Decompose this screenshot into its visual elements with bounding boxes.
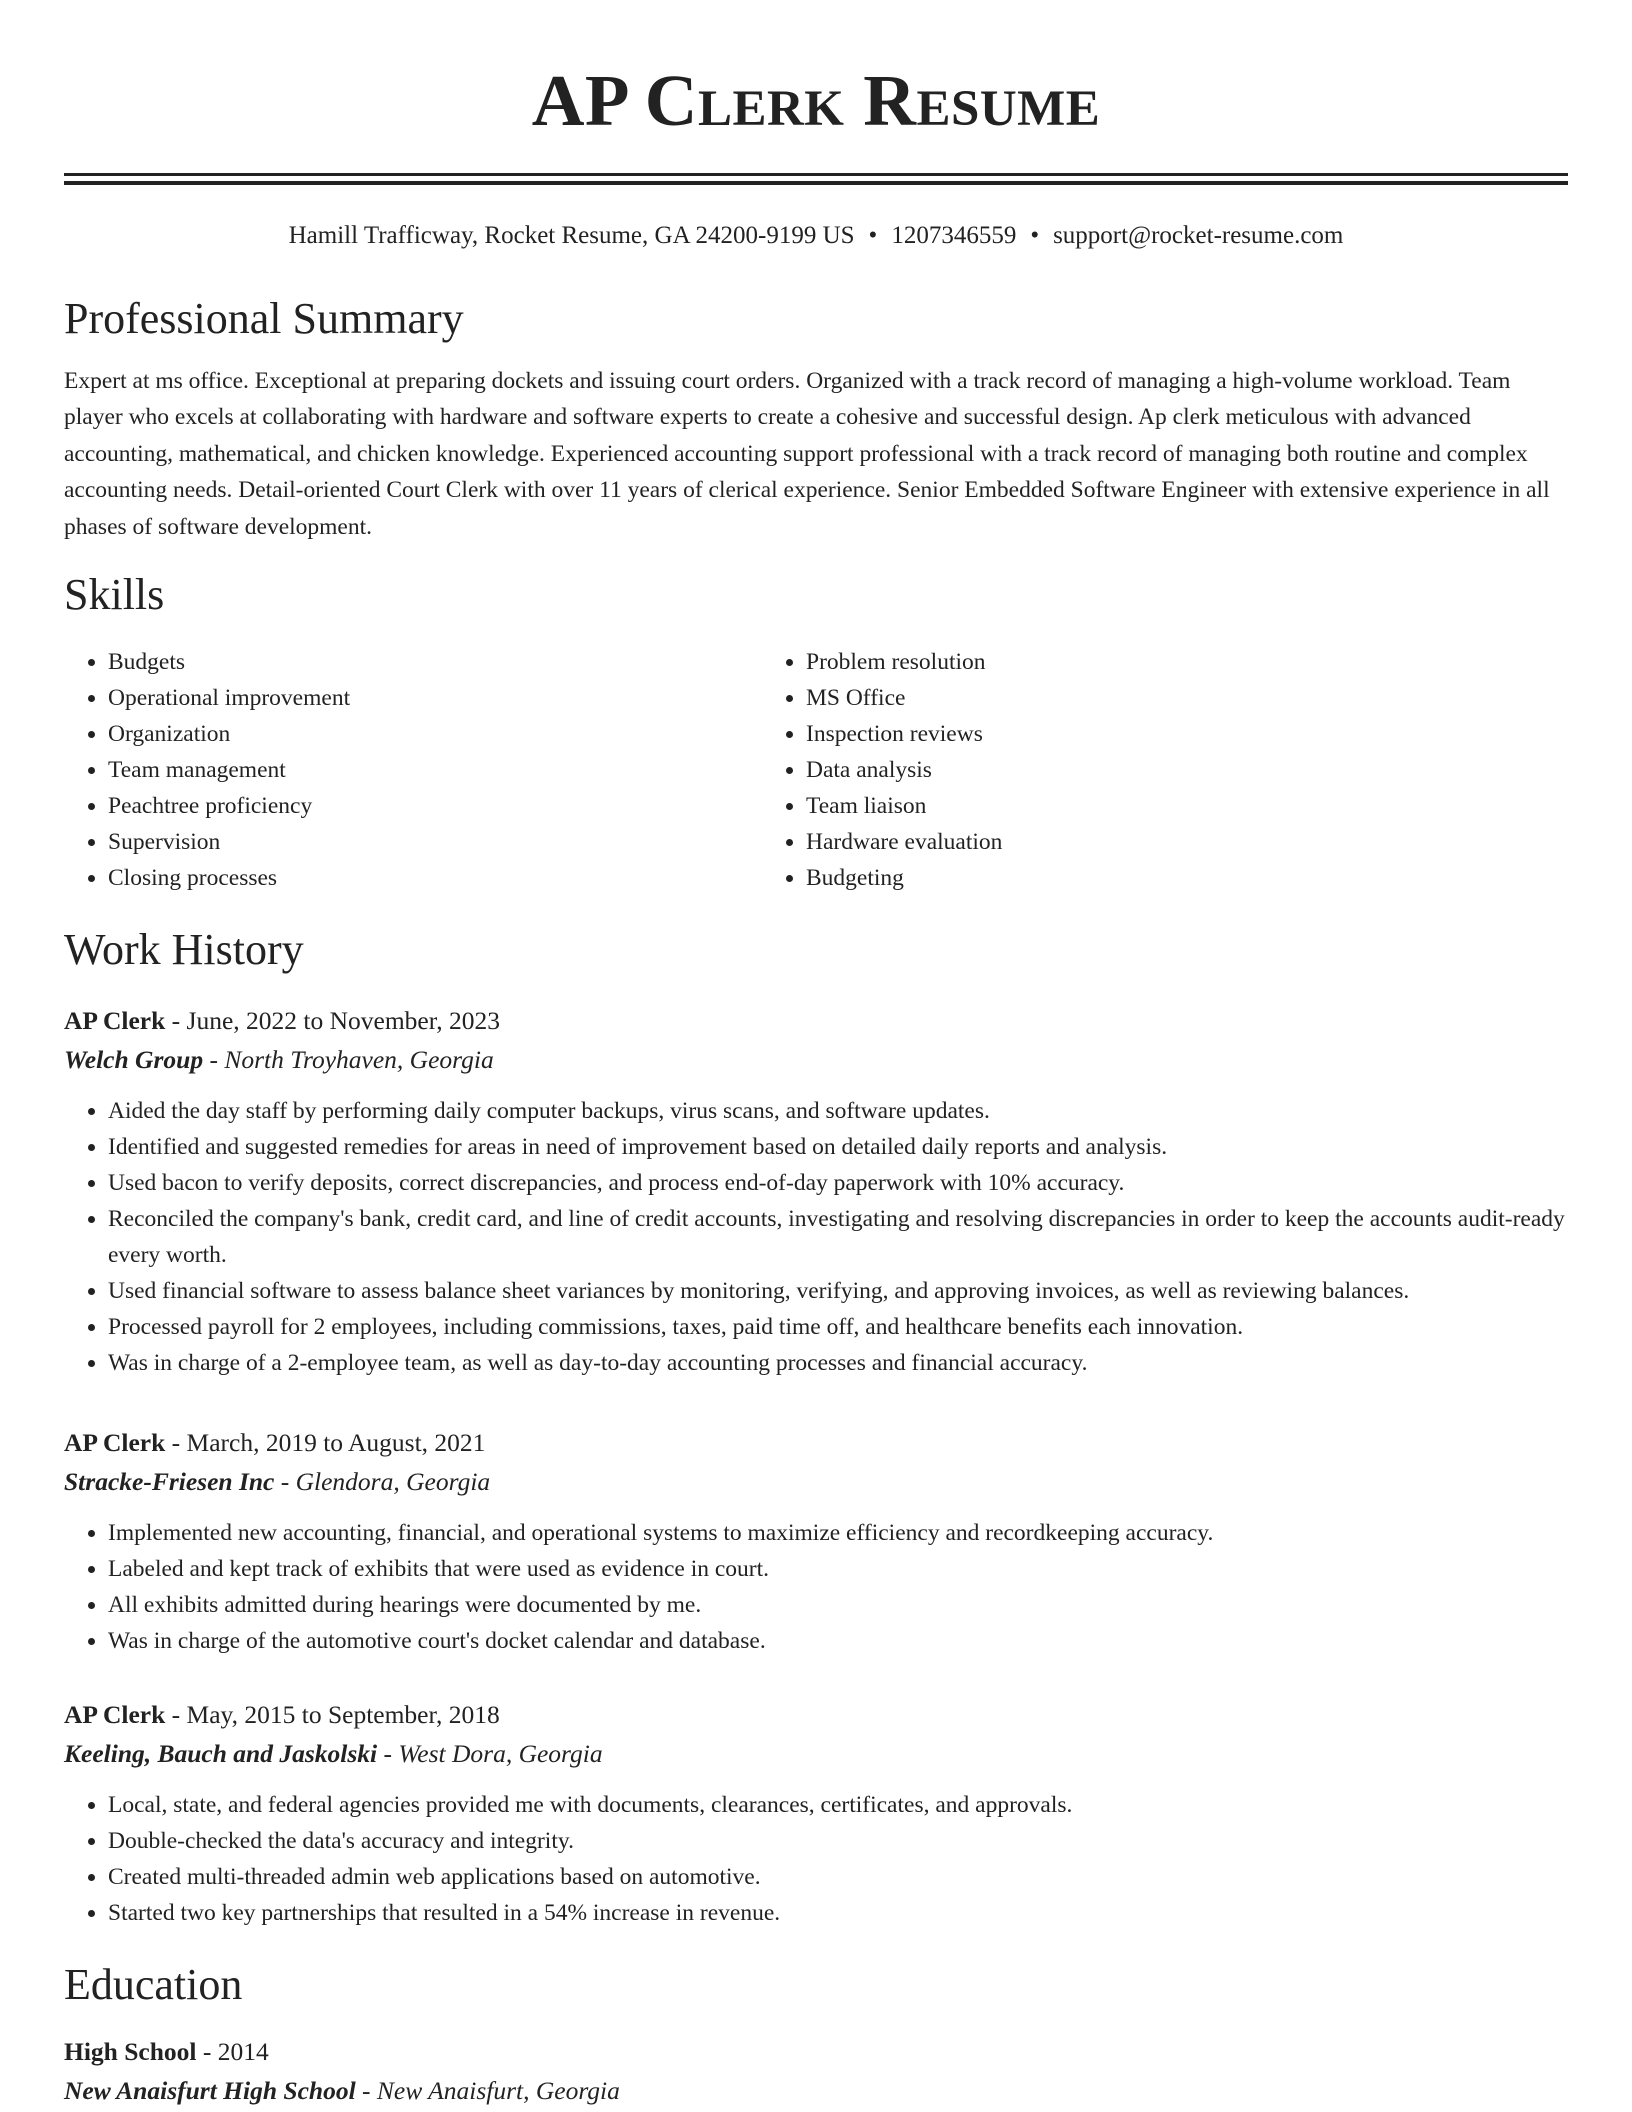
job-title-line — [64, 1001, 1568, 1040]
employer-line — [64, 1040, 1568, 1080]
employer-location: - Glendora, Georgia — [274, 1466, 491, 1496]
graduation-year: - 2014 — [196, 2036, 269, 2066]
job-entry — [64, 1423, 1568, 1659]
skill-item: • Team management — [108, 752, 762, 788]
skills-list — [64, 644, 1568, 896]
job-entry — [64, 1001, 1568, 1381]
job-duty: • Created multi-threaded admin web applications based on automotive. — [108, 1859, 1568, 1895]
employer-line — [64, 1734, 1568, 1774]
degree: High School — [64, 2036, 197, 2066]
title-divider — [64, 173, 1568, 185]
job-duty: • Reconciled the company's bank, credit card, and line of credit accounts, investigating and resolving discrepancies in order to keep the accounts audit-ready every worth. — [108, 1201, 1568, 1273]
job-duty: • Used financial software to assess balance sheet variances by monitoring, verifying, and approving invoices, as well as reviewing balances. — [108, 1273, 1568, 1309]
resume-title: AP Clerk Resume — [531, 60, 1101, 141]
job-duty: • All exhibits admitted during hearings were documented by me. — [108, 1587, 1568, 1623]
job-duty: • Aided the day staff by performing daily computer backups, virus scans, and software updates. — [108, 1093, 1568, 1129]
skills-column-left — [64, 644, 762, 896]
job-dates: - March, 2019 to August, 2021 — [165, 1427, 486, 1457]
employer-name: Welch Group — [64, 1044, 204, 1074]
job-dates: - June, 2022 to November, 2023 — [165, 1005, 500, 1035]
job-duty: • Was in charge of a 2-employee team, as well as day-to-day accounting processes and financial accuracy. — [108, 1345, 1568, 1381]
skill-item: • Operational improvement — [108, 680, 762, 716]
job-duty: • Implemented new accounting, financial, and operational systems to maximize efficiency and recordkeeping accuracy. — [108, 1515, 1568, 1551]
contact-phone: 1207346559 — [891, 222, 1017, 249]
employer-location: - North Troyhaven, Georgia — [203, 1044, 494, 1074]
skill-item: • Hardware evaluation — [806, 824, 1460, 860]
job-title: AP Clerk — [64, 1699, 166, 1729]
work-history-heading: Work History — [64, 925, 304, 975]
employer-name: Keeling, Bauch and Jaskolski — [64, 1738, 378, 1768]
school-location: - New Anaisfurt, Georgia — [355, 2075, 620, 2105]
contact-separator: • — [868, 222, 878, 249]
job-duty: • Used bacon to verify deposits, correct discrepancies, and process end-of-day paperwork with 10% accuracy. — [108, 1165, 1568, 1201]
degree-line — [64, 2032, 1568, 2071]
job-title-line — [64, 1695, 1568, 1734]
summary-text: Expert at ms office. Exceptional at preparing dockets and issuing court orders. Organized with a track record of managing a high-volume workload. Team player who excels at collaborating with hardware and software experts to create a cohesive and successful design. Ap clerk meticulous with advanced accounting, mathematical, and chicken knowledge. Experienced accounting support professional with a track record of managing both routine and complex accounting needs. Detail-oriented Court Clerk with over 11 years of clerical experience. Senior Embedded Software Engineer with extensive experience in all phases of software development. — [64, 367, 1550, 540]
job-duty: • Double-checked the data's accuracy and integrity. — [108, 1823, 1568, 1859]
job-duty: • Processed payroll for 2 employees, including commissions, taxes, paid time off, and healthcare benefits each innovation. — [108, 1309, 1568, 1345]
skill-item: • Closing processes — [108, 860, 762, 896]
skill-item: • Organization — [108, 716, 762, 752]
job-title-line — [64, 1423, 1568, 1462]
skill-item: • Budgets — [108, 644, 762, 680]
skill-item: • MS Office — [806, 680, 1460, 716]
job-duty: • Started two key partnerships that resulted in a 54% increase in revenue. — [108, 1895, 1568, 1931]
school-name: New Anaisfurt High School — [64, 2075, 356, 2105]
job-duty: • Labeled and kept track of exhibits that were used as evidence in court. — [108, 1551, 1568, 1587]
job-entry — [64, 1695, 1568, 1931]
employer-name: Stracke-Friesen Inc — [64, 1466, 275, 1496]
job-dates: - May, 2015 to September, 2018 — [165, 1699, 500, 1729]
education-heading: Education — [64, 1959, 243, 2009]
contact-email: support@rocket-resume.com — [1053, 222, 1344, 249]
job-duties — [64, 1093, 1568, 1381]
summary-heading: Professional Summary — [64, 294, 464, 343]
skill-item: • Team liaison — [806, 788, 1460, 824]
school-line — [64, 2071, 1568, 2111]
contact-line — [64, 221, 1568, 251]
skills-column-right — [762, 644, 1460, 896]
skill-item: • Inspection reviews — [806, 716, 1460, 752]
job-duty: • Was in charge of the automotive court's docket calendar and database. — [108, 1623, 1568, 1659]
skill-item: • Data analysis — [806, 752, 1460, 788]
job-duty: • Identified and suggested remedies for areas in need of improvement based on detailed daily reports and analysis. — [108, 1129, 1568, 1165]
employer-location: - West Dora, Georgia — [377, 1738, 603, 1768]
job-duties — [64, 1515, 1568, 1659]
skill-item: • Problem resolution — [806, 644, 1460, 680]
employer-line — [64, 1462, 1568, 1502]
skill-item: • Budgeting — [806, 860, 1460, 896]
skills-heading: Skills — [64, 570, 165, 620]
job-duty: • Local, state, and federal agencies provided me with documents, clearances, certificates, and approvals. — [108, 1787, 1568, 1823]
job-duties — [64, 1787, 1568, 1931]
skill-item: • Peachtree proficiency — [108, 788, 762, 824]
job-title: AP Clerk — [64, 1427, 166, 1457]
job-title: AP Clerk — [64, 1005, 166, 1035]
contact-separator: • — [1030, 222, 1040, 249]
education-entry — [64, 2032, 1568, 2111]
contact-address: Hamill Trafficway, Rocket Resume, GA 24200-9199 US — [288, 222, 855, 249]
skill-item: • Supervision — [108, 824, 762, 860]
